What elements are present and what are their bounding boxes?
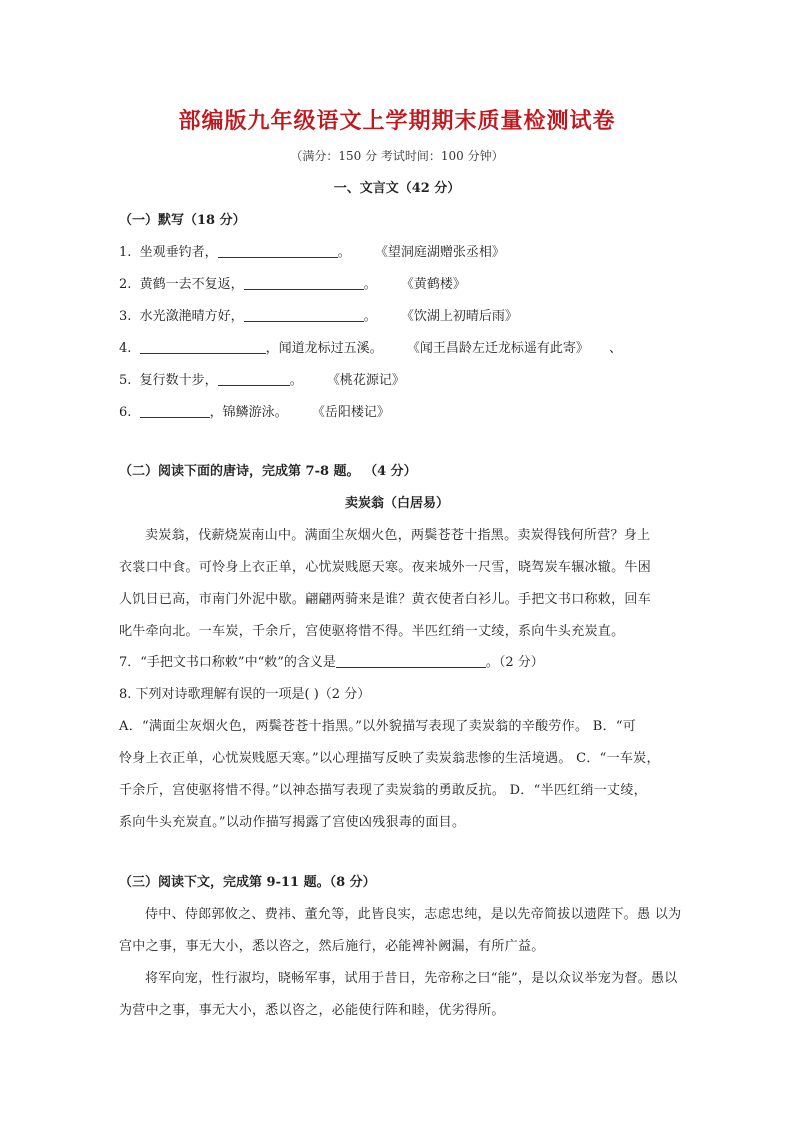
part1-heading: （一）默写（18 分） [119,213,246,228]
answer-blank[interactable] [140,405,210,418]
poem-line: 人饥日已高，市南门外泥中歇。翩翩两骑来是谁？黄衣使者白衫儿。手把文书口称敕，回车 [119,592,652,607]
section-heading: 一、文言文（42 分） [333,181,461,196]
page-title: 部编版九年级语文上学期期末质量检测试卷 [178,108,616,134]
part2-heading: （二）阅读下面的唐诗，完成第 7-8 题。 （4 分） [119,464,417,479]
question-3: 3. 水光潋滟晴方好， 。 《饮湖上初晴后雨》 [119,309,518,324]
question-4: 4. ，闻道龙标过五溪。 《闻王昌龄左迁龙标遥有此寄》 、 [119,341,622,356]
passage-line: 侍中、侍郎郭攸之、费祎、董允等，此皆良实，志虑忠纯，是以先帝简拔以遗陛下。愚 以为 [145,907,682,922]
answer-blank[interactable] [244,277,364,290]
answer-blank[interactable] [140,341,266,354]
poem-title: 卖炭翁（白居易） [344,496,449,511]
question-6: 6. ，锦鳞游泳。 《岳阳楼记》 [119,405,390,420]
passage-line: 将军向宠，性行淑均，晓畅军事，试用于昔日，先帝称之曰“能”，是以众议举宠为督。愚以 [145,971,678,986]
part3-heading: （三）阅读下文，完成第 9-11 题。（8 分） [119,875,376,890]
answer-blank[interactable] [336,655,486,668]
poem-line: 叱牛牵向北。一车炭，千余斤，宫使驱将惜不得。半匹红绡一丈绫，系向牛头充炭直。 [119,624,625,639]
question-8: 8. 下列对诗歌理解有误的一项是( )（2 分） [119,687,371,702]
answer-blank[interactable] [244,309,364,322]
passage-line: 为营中之事，事无大小，悉以咨之，必能使行阵和睦，优劣得所。 [119,1003,505,1018]
question-7: 7．“手把文书口称敕”中“敕”的含义是 。（2 分） [119,655,544,670]
answer-blank[interactable] [218,373,290,386]
question-5: 5. 复行数十步， 。 《桃花源记》 [119,373,405,388]
answer-blank[interactable] [218,245,338,258]
question-1: 1. 坐观垂钓者， 。 《望洞庭湖赠张丞相》 [119,245,505,260]
poem-line: 卖炭翁，伐薪烧炭南山中。满面尘灰烟火色，两鬓苍苍十指黑。卖炭得钱何所营？身上 [145,528,651,543]
passage-line: 宫中之事，事无大小，悉以咨之，然后施行，必能裨补阙漏，有所广益。 [119,939,545,954]
option-line: 怜身上衣正单，心忧炭贱愿天寒。”以心理描写反映了卖炭翁悲惨的生活境遇。 C．“一车炭， [119,751,660,766]
poem-line: 衣裳口中食。可怜身上衣正单，心忧炭贱愿天寒。夜来城外一尺雪，晓驾炭车辗冰辙。牛困 [119,560,652,575]
option-line: A．“满面尘灰烟火色，两鬓苍苍十指黑。”以外貌描写表现了卖炭翁的辛酸劳作。 B．“可 [119,719,637,734]
exam-info: （满分：150 分 考试时间：100 分钟） [290,149,504,163]
option-line: 系向牛头充炭直。”以动作描写揭露了宫使凶残狠毒的面目。 [119,815,466,830]
question-2: 2. 黄鹤一去不复返， 。 《黄鹤楼》 [119,277,466,292]
option-line: 千余斤，宫使驱将惜不得。”以神态描写表现了卖炭翁的勇敢反抗。 D．“半匹红绡一丈绫， [119,783,647,798]
